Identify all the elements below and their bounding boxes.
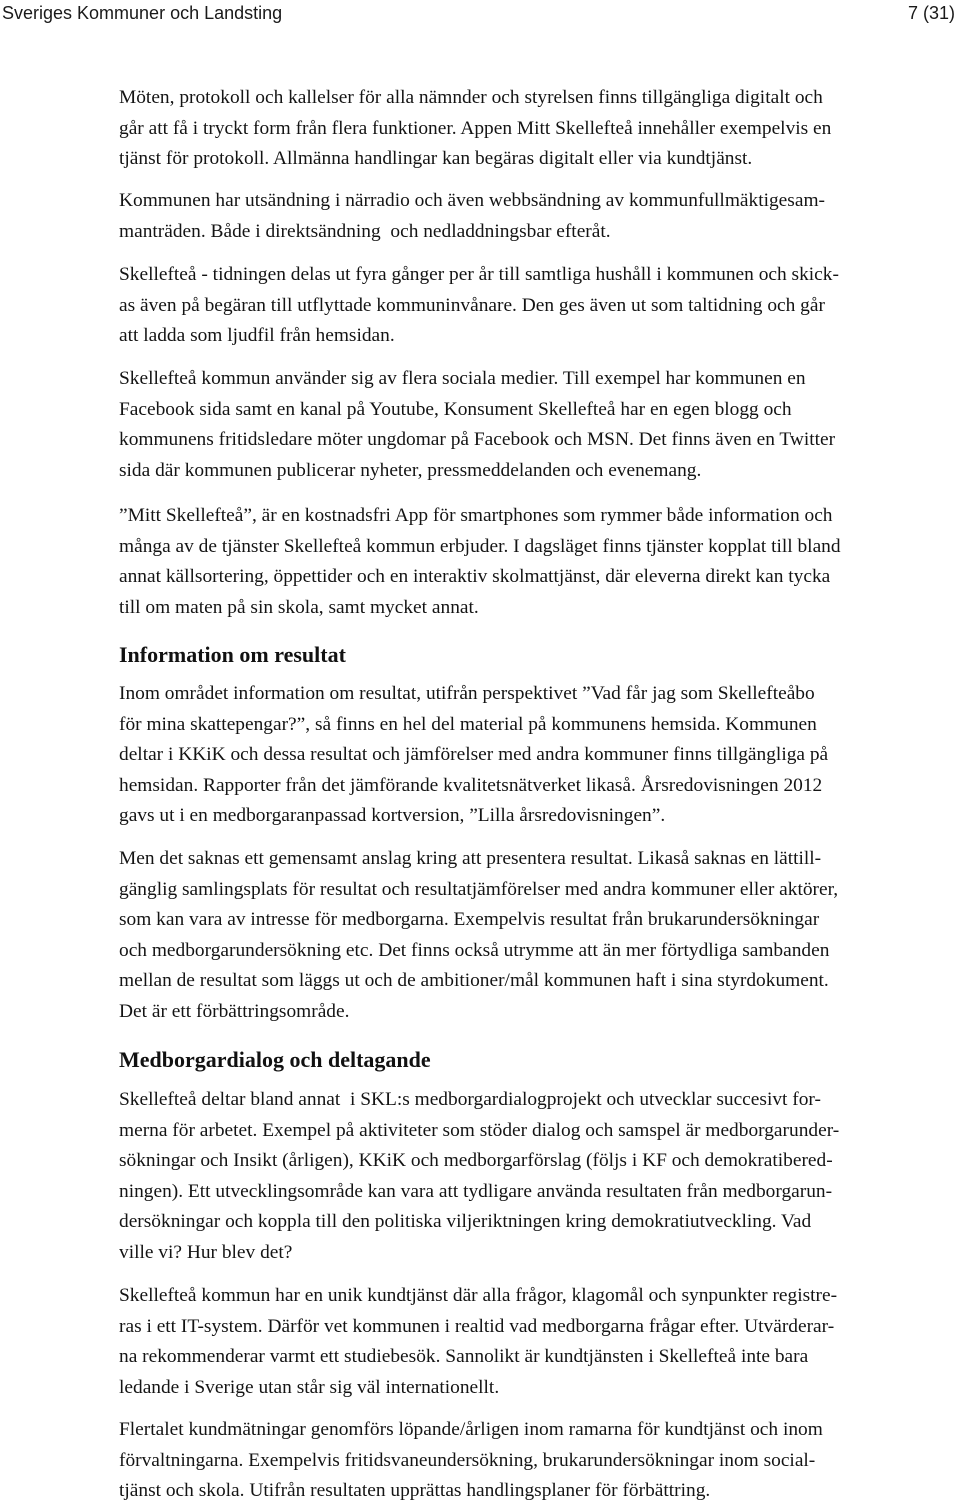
text-line: as även på begäran till utflyttade kommuninvånare. Den ges även ut som taltidning och går — [119, 294, 825, 316]
text-line: sökningar och Insikt (årligen), KKiK och medborgarförslag (följs i KF och demokratibered- — [119, 1150, 833, 1172]
text-line: ras i ett IT-system. Därför vet kommunen i realtid vad medborgarna frågar efter. Utvärderar- — [119, 1315, 835, 1337]
text-line: ledande i Sverige utan står sig väl internationellt. — [119, 1376, 500, 1398]
section-heading-medborgardialog: Medborgardialog och deltagande — [119, 1047, 431, 1072]
paragraph-newspaper — [119, 260, 957, 352]
text-line: merna för arbetet. Exempel på aktiviteter som stöder dialog och samspel är medborgarunder- — [119, 1119, 840, 1141]
text-line: dersökningar och koppla till den politiska viljeriktningen kring demokratiutveckling. Vad — [119, 1211, 812, 1233]
text-line: ”Mitt Skellefteå”, är en kostnadsfri App för smartphones som rymmer både information och — [119, 505, 833, 526]
section-heading-information: Information om resultat — [119, 642, 346, 667]
text-line: Skellefteå kommun har en unik kundtjänst där alla frågor, klagomål och synpunkter registre- — [119, 1285, 838, 1306]
text-line: tjänst och skola. Utifrån resultaten upprättas handlingsplaner för förbättring. — [119, 1480, 711, 1502]
text-line: Skellefteå deltar bland annat i SKL:s medborgardialogprojekt och utvecklar succesivt for- — [119, 1089, 821, 1110]
text-line: Det är ett förbättringsområde. — [119, 1000, 350, 1022]
text-line: gänglig samlingsplats för resultat och resultatjämförelser med andra kommuner eller aktörer, — [119, 878, 839, 900]
text-line: na rekommenderar varmt ett studiebesök. Sannolikt är kundtjänsten i Skellefteå inte bara — [119, 1346, 809, 1368]
text-line: hemsidan. Rapporter från det jämförande kvalitetsnätverket likaså. Årsredovisningen 2012 — [119, 774, 823, 796]
text-line: deltar i KKiK och dessa resultat och jämförelser med andra kommuner finns tillgängliga på — [119, 744, 829, 766]
page-number: 7 (31) — [907, 3, 955, 23]
text-line: som kan vara av intresse för medborgarna. Exempelvis resultat från brukarundersökningar — [119, 909, 820, 931]
text-line: kommunens fritidsledare möter ungdomar på Facebook och MSN. Det finns även en Twitter — [119, 429, 836, 451]
text-line: mellan de resultat som läggs ut och de ambitioner/mål kommunen haft i sina styrdokument. — [119, 970, 829, 992]
text-line: sida där kommunen publicerar nyheter, pressmeddelanden och evenemang. — [119, 459, 702, 481]
text-line: många av de tjänster Skellefteå kommun erbjuder. I dagsläget finns tjänster kopplat till bland — [119, 535, 841, 557]
paragraph-mitt-skelleftea-app — [119, 501, 957, 623]
text-line: Men det saknas ett gemensamt anslag kring att presentera resultat. Likaså saknas en lättill- — [119, 848, 822, 869]
text-line: Inom området information om resultat, utifrån perspektivet ”Vad får jag som Skellefteåbo — [119, 683, 815, 704]
text-line: att ladda som ljudfil från hemsidan. — [119, 325, 395, 347]
text-line: för mina skattepengar?”, så finns en hel del material på kommunens hemsida. Kommunen — [119, 713, 817, 735]
text-line: Kommunen har utsändning i närradio och även webbsändning av kommunfullmäktigesam- — [119, 190, 825, 211]
organization-name: Sveriges Kommuner och Landsting — [2, 3, 283, 23]
text-line: Möten, protokoll och kallelser för alla nämnder och styrelsen finns tillgängliga digitalt och — [119, 87, 823, 108]
paragraph-customer-service — [119, 1281, 957, 1403]
page-header — [0, 0, 960, 26]
text-line: till om maten på sin skola, samt mycket annat. — [119, 596, 479, 618]
text-line: tjänst för protokoll. Allmänna handlingar kan begäras digitalt eller via kundtjänst. — [119, 148, 753, 170]
text-line: manträden. Både i direktsändning och nedladdningsbar efteråt. — [119, 220, 611, 242]
text-line: går att få i tryckt form från flera funktioner. Appen Mitt Skellefteå innehåller exempelvis en — [119, 117, 832, 139]
text-line: gavs ut i en medborgaranpassad kortversion, ”Lilla årsredovisningen”. — [119, 805, 666, 827]
text-line: Skellefteå - tidningen delas ut fyra gånger per år till samtliga hushåll i kommunen och skick- — [119, 264, 839, 285]
text-line: ningen). Ett utvecklingsområde kan vara att tydligare använda resultaten från medborgarun- — [119, 1180, 833, 1202]
paragraph-customer-surveys — [119, 1415, 957, 1507]
paragraph-broadcasting — [119, 186, 957, 247]
paragraph-improvement-area — [119, 844, 957, 1028]
text-line: och medborgarundersökning etc. Det finns också utrymme att än mer förtydliga sambanden — [119, 939, 830, 961]
text-line: Skellefteå kommun använder sig av flera sociala medier. Till exempel har kommunen en — [119, 368, 806, 389]
paragraph-digital-documents — [119, 83, 957, 175]
text-line: Facebook sida samt en kanal på Youtube, Konsument Skellefteå har en egen blogg och — [119, 398, 792, 420]
text-line: ville vi? Hur blev det? — [119, 1241, 293, 1263]
text-line: Flertalet kundmätningar genomförs löpande/årligen inom ramarna för kundtjänst och inom — [119, 1419, 823, 1440]
paragraph-results-information — [119, 679, 957, 832]
text-line: förvaltningarna. Exempelvis fritidsvaneundersökning, brukarundersökningar inom social- — [119, 1449, 816, 1471]
paragraph-social-media — [119, 364, 957, 486]
text-line: annat källsortering, öppettider och en interaktiv skolmattjänst, där eleverna direkt kan tycka — [119, 566, 831, 588]
paragraph-citizen-dialogue — [119, 1085, 957, 1269]
